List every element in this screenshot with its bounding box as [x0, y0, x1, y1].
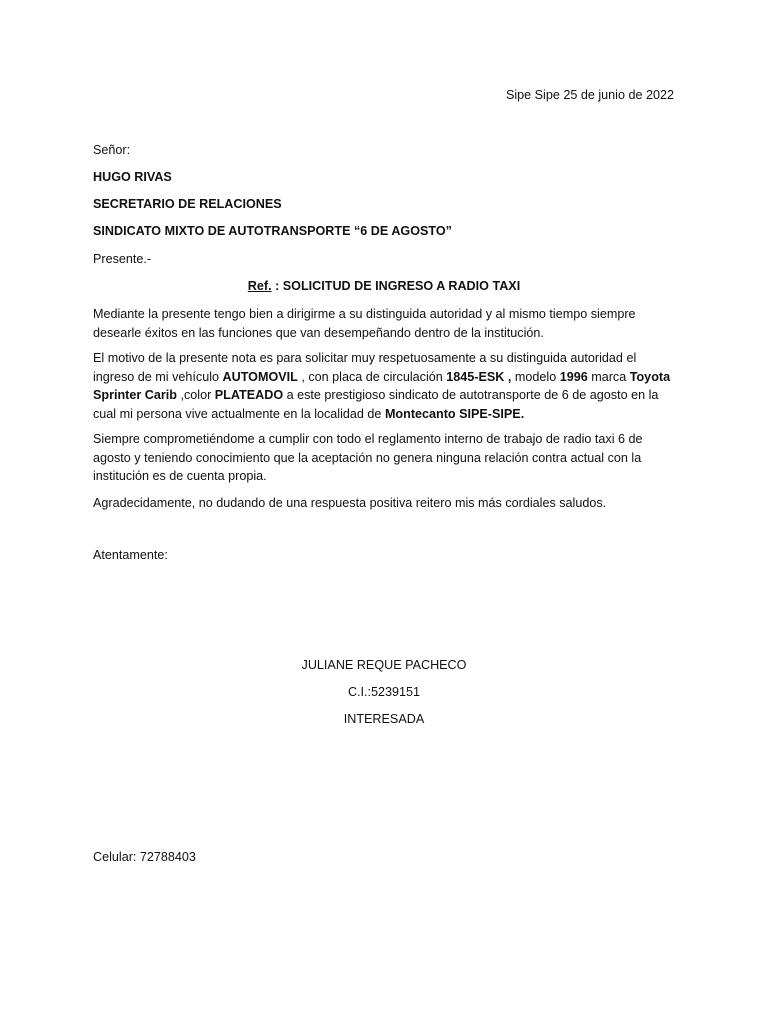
- signature-name: JULIANE REQUE PACHECO: [301, 658, 467, 672]
- reference-text: : SOLICITUD DE INGRESO A RADIO TAXI: [271, 279, 521, 293]
- signature-id: C.I.:5239151: [347, 685, 421, 699]
- request-text-4: marca: [587, 369, 630, 384]
- signature-role: INTERESADA: [343, 712, 425, 726]
- paragraph-request: [93, 349, 673, 423]
- request-text-6: a este prestigioso sindicato de autotransporte de 6 de agosto en la cual mi persona vive actualmente en la localidad de: [93, 388, 659, 421]
- reference-line: [0, 279, 768, 293]
- vehicle-brand: Toyota Sprinter Carib: [93, 369, 671, 402]
- presente-line: Presente.-: [93, 252, 152, 266]
- request-text-2: , con placa de circulación: [297, 369, 447, 384]
- phone-number: Celular: 72788403: [93, 850, 196, 864]
- greeting: Señor:: [93, 143, 131, 157]
- letter-date: Sipe Sipe 25 de junio de 2022: [505, 88, 674, 102]
- paragraph-thanks: Agradecidamente, no dudando de una respuesta positiva reitero mis más cordiales saludos.: [93, 496, 607, 510]
- reference-label: Ref.: [247, 279, 272, 293]
- request-text-3: modelo: [511, 369, 560, 384]
- paragraph-commitment: Siempre comprometiéndome a cumplir con todo el reglamento interno de trabajo de radio taxi 6 de agosto y teniendo conocimiento que la aceptación no genera ninguna relación contra actual con la institución es de cuenta propia.: [93, 432, 643, 483]
- request-text-1: El motivo de la presente nota es para solicitar muy respetuosamente a su distinguida autoridad el ingreso de mi vehículo: [93, 351, 637, 384]
- request-text-5: ,color: [176, 388, 215, 402]
- vehicle-model-year: 1996: [559, 369, 588, 384]
- vehicle-color: PLATEADO: [214, 388, 284, 402]
- recipient-name: HUGO RIVAS: [93, 170, 172, 184]
- recipient-title: SECRETARIO DE RELACIONES: [93, 197, 282, 211]
- locality: Montecanto SIPE-SIPE.: [384, 406, 525, 421]
- paragraph-introduction: Mediante la presente tengo bien a dirigirme a su distinguida autoridad y al mismo tiempo siempre desearle éxitos en las funciones que van desempeñando dentro de la institución.: [93, 307, 636, 340]
- vehicle-plate: 1845-ESK ,: [446, 369, 512, 384]
- recipient-organization: SINDICATO MIXTO DE AUTOTRANSPORTE “6 DE AGOSTO”: [93, 224, 452, 238]
- vehicle-type: AUTOMOVIL: [222, 369, 298, 384]
- closing: Atentamente:: [93, 548, 168, 562]
